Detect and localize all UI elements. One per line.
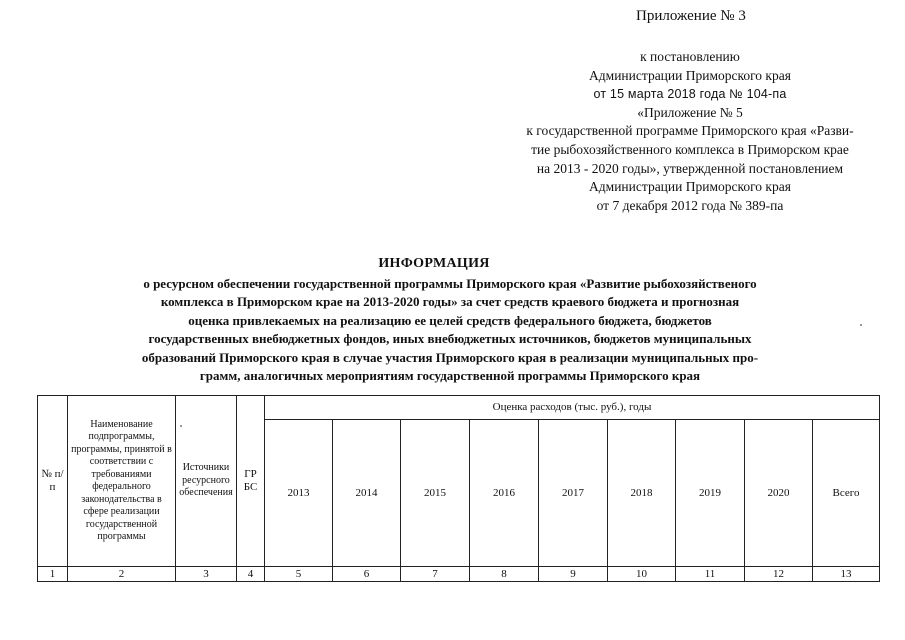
column-number-cell: 8 [470, 567, 539, 582]
column-number-cell: 7 [401, 567, 470, 582]
column-number-cell: 9 [539, 567, 608, 582]
column-number-cell: 13 [813, 567, 880, 582]
total-cell: Всего [813, 420, 880, 567]
year-cell: 2017 [539, 420, 608, 567]
resolution-reference-block [480, 48, 900, 215]
header-line: Администрации Приморского края [589, 179, 791, 195]
document-title: ИНФОРМАЦИЯ [378, 256, 490, 271]
subtitle-line: грамм, аналогичных мероприятиям государственной программы Приморского края [199, 368, 701, 384]
header-line: тие рыбохозяйственного комплекса в Приморском крае [531, 141, 849, 157]
column-number-cell: 2 [68, 567, 176, 582]
column-number-cell: 1 [38, 567, 68, 582]
header-line: «Приложение № 5 [637, 104, 743, 120]
column-number-cell: 4 [237, 567, 265, 582]
year-cell: 2015 [401, 420, 470, 567]
appendix-title: Приложение № 3 [636, 8, 746, 24]
header-date-stamp: от 15 марта 2018 года № 104-па [593, 87, 787, 102]
header-line: к государственной программе Приморского края «Разви- [526, 123, 854, 139]
resource-table [37, 395, 880, 582]
header-cell-source: Источники ресурсного обеспечения [176, 396, 237, 567]
column-number-cell: 10 [608, 567, 676, 582]
column-number-cell: 12 [745, 567, 813, 582]
year-cell: 2013 [265, 420, 333, 567]
header-cell-grbs: ГР БС [237, 396, 265, 567]
header-line: Администрации Приморского края [589, 67, 791, 83]
column-number-cell: 3 [176, 567, 237, 582]
subtitle-line: оценка привлекаемых на реализацию ее целей средств федерального бюджета, бюджетов [188, 312, 712, 328]
header-cell-number: № п/п [38, 396, 68, 567]
header-line: от 7 декабря 2012 года № 389-па [596, 197, 784, 213]
subtitle-line: комплекса в Приморском крае на 2013-2020 годы» за счет средств краевого бюджета и прогнозная [160, 294, 740, 310]
column-number-cell: 11 [676, 567, 745, 582]
document-subtitle [30, 275, 870, 385]
year-cell: 2019 [676, 420, 745, 567]
header-cell-program-name: Наименование подпрограммы, программы, принятой в соответствии с требованиями федерального законодательства в сфере реализации государственной программы [68, 396, 176, 567]
header-line: к постановлению [640, 49, 740, 64]
subtitle-line: государственных внебюджетных фондов, иных внебюджетных источников, бюджетов муниципальных [148, 331, 752, 347]
subtitle-line: о ресурсном обеспечении государственной программы Приморского края «Развитие рыбохозяйственого [143, 276, 757, 291]
year-cell: 2014 [333, 420, 401, 567]
subtitle-line: образований Приморского края в случае участия Приморского края в реализации муниципальных про- [141, 349, 759, 365]
year-cell: 2016 [470, 420, 539, 567]
scan-speck [180, 425, 182, 427]
column-number-cell: 5 [265, 567, 333, 582]
year-cell: 2020 [745, 420, 813, 567]
column-number-cell: 6 [333, 567, 401, 582]
header-cell-expense-group: Оценка расходов (тыс. руб.), годы [265, 396, 880, 420]
scan-speck [860, 324, 862, 326]
year-cell: 2018 [608, 420, 676, 567]
header-line: на 2013 - 2020 годы», утвержденной постановлением [536, 160, 844, 176]
